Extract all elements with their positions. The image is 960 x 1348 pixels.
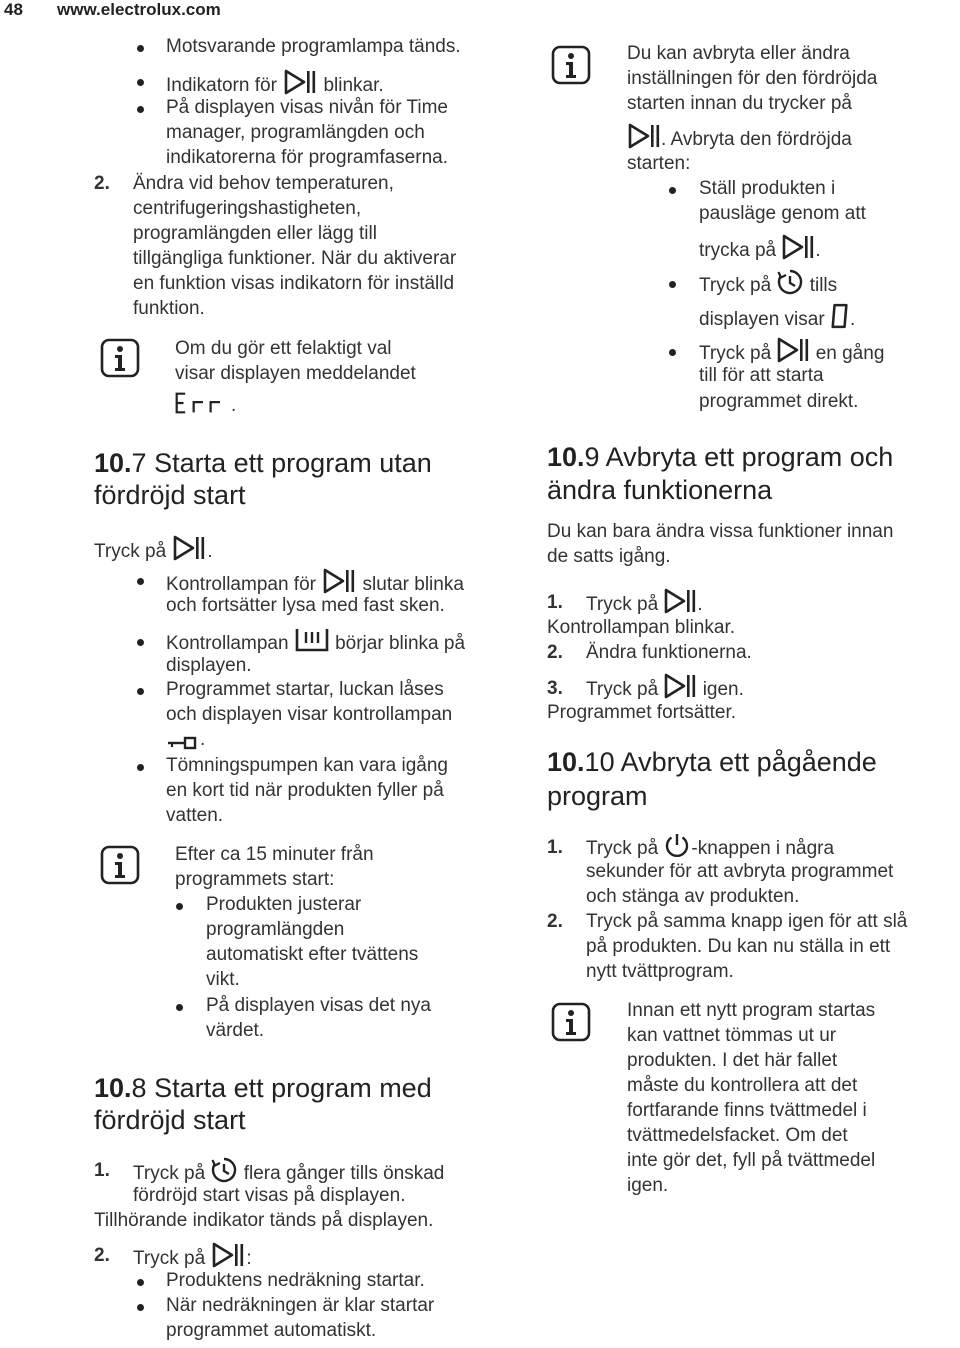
info-bullet-text: Tryck på tills	[699, 268, 837, 298]
step-text: Tillhörande indikator tänds på displayen.	[94, 1210, 434, 1231]
bullet-text: Kontrollampan börjar blinka på	[166, 626, 465, 656]
step-text: tillgängliga funktioner. När du aktiverar	[133, 248, 457, 269]
bullet-text: På displayen visas nivån för Time	[166, 97, 448, 118]
start-pause-icon	[776, 336, 810, 364]
bullet-text: Programmet startar, luckan låses	[166, 679, 444, 700]
info-icon	[100, 338, 140, 378]
zero-display-icon	[830, 302, 850, 330]
step-number: 2.	[547, 911, 563, 932]
info-text: starten:	[627, 153, 691, 174]
bullet-dot	[669, 349, 676, 356]
bullet-dot	[137, 1279, 144, 1286]
info-text: kan vattnet tömmas ut ur	[627, 1025, 837, 1046]
section-heading-10-10: 10.10 Avbryta ett pågående	[547, 747, 877, 777]
bullet-dot	[176, 903, 183, 910]
start-pause-icon	[663, 587, 697, 615]
step-text: Tryck på -knappen i några	[586, 831, 834, 861]
bullet-text: och fortsätter lysa med fast sken.	[166, 595, 445, 616]
info-text: Du kan avbryta eller ändra	[627, 43, 850, 64]
bullet-text: Motsvarande programlampa tänds.	[166, 36, 461, 57]
section-heading-10-9-line2: ändra funktionerna	[547, 475, 773, 505]
page-number: 48	[4, 0, 23, 19]
step-number: 3.	[547, 678, 563, 699]
start-pause-icon	[282, 68, 318, 96]
step-text: Tryck på :	[133, 1241, 252, 1271]
bullet-text: indikatorerna för programfaserna.	[166, 147, 448, 168]
bullet-dot	[669, 187, 676, 194]
step-text: Tryck på igen.	[586, 672, 744, 702]
step-text: funktion.	[133, 298, 205, 319]
info-text: produkten. I det här fallet	[627, 1050, 838, 1071]
section-heading-10-8: 10.8 Starta ett program med	[94, 1073, 432, 1103]
section-heading-10-8-line2: fördröjd start	[94, 1105, 246, 1135]
info-text: fortfarande finns tvättmedel i	[627, 1100, 867, 1121]
start-pause-icon	[210, 1241, 246, 1269]
info-text: Om du gör ett felaktigt val	[175, 338, 392, 359]
start-pause-icon	[321, 567, 357, 595]
delay-start-clock-icon	[776, 268, 804, 296]
info-text: inte gör det, fyll på tvättmedel	[627, 1150, 876, 1171]
step-text: Ändra vid behov temperaturen,	[133, 173, 394, 194]
bullet-dot	[137, 578, 144, 585]
header-url: www.electrolux.com	[57, 0, 221, 19]
bullet-dot	[137, 639, 144, 646]
delay-start-clock-icon	[210, 1156, 238, 1184]
info-bullet-text: automatiskt efter tvättens	[206, 944, 419, 965]
bullet-dot	[137, 1304, 144, 1311]
section-heading-10-9: 10.9 Avbryta ett program och	[547, 442, 894, 472]
step-number: 1.	[547, 592, 563, 613]
step-text: Programmet fortsätter.	[547, 702, 737, 723]
info-text: .	[175, 390, 236, 418]
start-pause-icon	[781, 233, 815, 261]
info-text: igen.	[627, 1175, 669, 1196]
step-text: Tryck på flera gånger tills önskad	[133, 1156, 444, 1186]
info-bullet-text: värdet.	[206, 1020, 265, 1041]
info-bullet-text: till för att starta	[699, 365, 824, 386]
info-bullet-text: Produkten justerar	[206, 894, 362, 915]
error-display-icon	[175, 390, 231, 416]
info-text: Efter ca 15 minuter från	[175, 844, 374, 865]
step-text: centrifugeringshastigheten,	[133, 198, 362, 219]
info-bullet-text: pausläge genom att	[699, 203, 866, 224]
bullet-text: Produktens nedräkning startar.	[166, 1270, 425, 1291]
start-pause-icon	[171, 534, 207, 562]
section-heading-10-10-line2: program	[547, 781, 648, 811]
instruction-text: Tryck på .	[94, 534, 213, 564]
step-number: 1.	[547, 837, 563, 858]
step-text: Kontrollampan blinkar.	[547, 617, 735, 638]
bullet-text: Tömningspumpen kan vara igång	[166, 755, 449, 776]
info-bullet-text: vikt.	[206, 969, 240, 990]
info-text: visar displayen meddelandet	[175, 363, 416, 384]
info-text: måste du kontrollera att det	[627, 1075, 858, 1096]
bullet-dot	[137, 45, 144, 52]
paragraph-text: de satts igång.	[547, 546, 671, 567]
start-pause-icon	[627, 122, 661, 150]
paragraph-text: Du kan bara ändra vissa funktioner innan	[547, 521, 894, 542]
step-text: Ändra funktionerna.	[586, 642, 752, 663]
info-bullet-text: displayen visar .	[699, 302, 855, 332]
bullet-text: vatten.	[166, 805, 224, 826]
info-text: . Avbryta den fördröjda	[627, 122, 852, 152]
step-text: sekunder för att avbryta programmet	[586, 861, 894, 882]
bullet-dot	[137, 79, 144, 86]
info-bullet-text: Tryck på en gång	[699, 336, 884, 366]
bullet-dot	[137, 688, 144, 695]
bullet-text: Indikatorn för blinkar.	[166, 68, 384, 98]
info-bullet-text: Ställ produkten i	[699, 178, 836, 199]
bullet-text: programmet automatiskt.	[166, 1320, 377, 1341]
step-number: 1.	[94, 1160, 110, 1181]
bullet-text: Kontrollampan för slutar blinka	[166, 567, 464, 597]
wash-tub-icon	[294, 626, 330, 654]
section-heading-10-7-line2: fördröjd start	[94, 480, 246, 510]
bullet-dot	[669, 281, 676, 288]
info-text: tvättmedelsfacket. Om det	[627, 1125, 848, 1146]
info-text: Innan ett nytt program startas	[627, 1000, 876, 1021]
info-text: programmets start:	[175, 869, 335, 890]
bullet-text: displayen.	[166, 655, 252, 676]
bullet-dot	[137, 764, 144, 771]
start-pause-icon	[663, 672, 697, 700]
step-text: programlängden eller lägg till	[133, 223, 377, 244]
info-icon	[551, 1002, 591, 1042]
bullet-text: och displayen visar kontrollampan	[166, 704, 453, 725]
info-bullet-text: programmet direkt.	[699, 391, 859, 412]
info-bullet-text: programlängden	[206, 919, 345, 940]
bullet-dot	[137, 106, 144, 113]
step-number: 2.	[547, 642, 563, 663]
bullet-text: en kort tid när produkten fyller på	[166, 780, 444, 801]
bullet-dot	[176, 1004, 183, 1011]
step-text: fördröjd start visas på displayen.	[133, 1185, 406, 1206]
info-icon	[551, 45, 591, 85]
info-icon	[100, 845, 140, 885]
step-number: 2.	[94, 1245, 110, 1266]
power-icon	[663, 831, 691, 859]
page-header	[0, 0, 960, 24]
step-text: nytt tvättprogram.	[586, 961, 734, 982]
info-bullet-text: trycka på .	[699, 233, 821, 263]
bullet-text: När nedräkningen är klar startar	[166, 1295, 435, 1316]
info-text: starten innan du trycker på	[627, 93, 852, 114]
door-lock-icon	[166, 734, 200, 750]
step-text: och stänga av produkten.	[586, 886, 800, 907]
section-heading-10-7: 10.7 Starta ett program utan	[94, 448, 432, 478]
info-bullet-text: På displayen visas det nya	[206, 995, 431, 1016]
step-text: en funktion visas indikatorn för inställd	[133, 273, 455, 294]
step-text: på produkten. Du kan nu ställa in ett	[586, 936, 891, 957]
bullet-text: .	[166, 727, 205, 752]
bullet-text: manager, programlängden och	[166, 122, 425, 143]
step-text: Tryck på samma knapp igen för att slå	[586, 911, 908, 932]
info-text: inställningen för den fördröjda	[627, 68, 878, 89]
step-text: Tryck på .	[586, 587, 703, 617]
step-number: 2.	[94, 173, 110, 194]
